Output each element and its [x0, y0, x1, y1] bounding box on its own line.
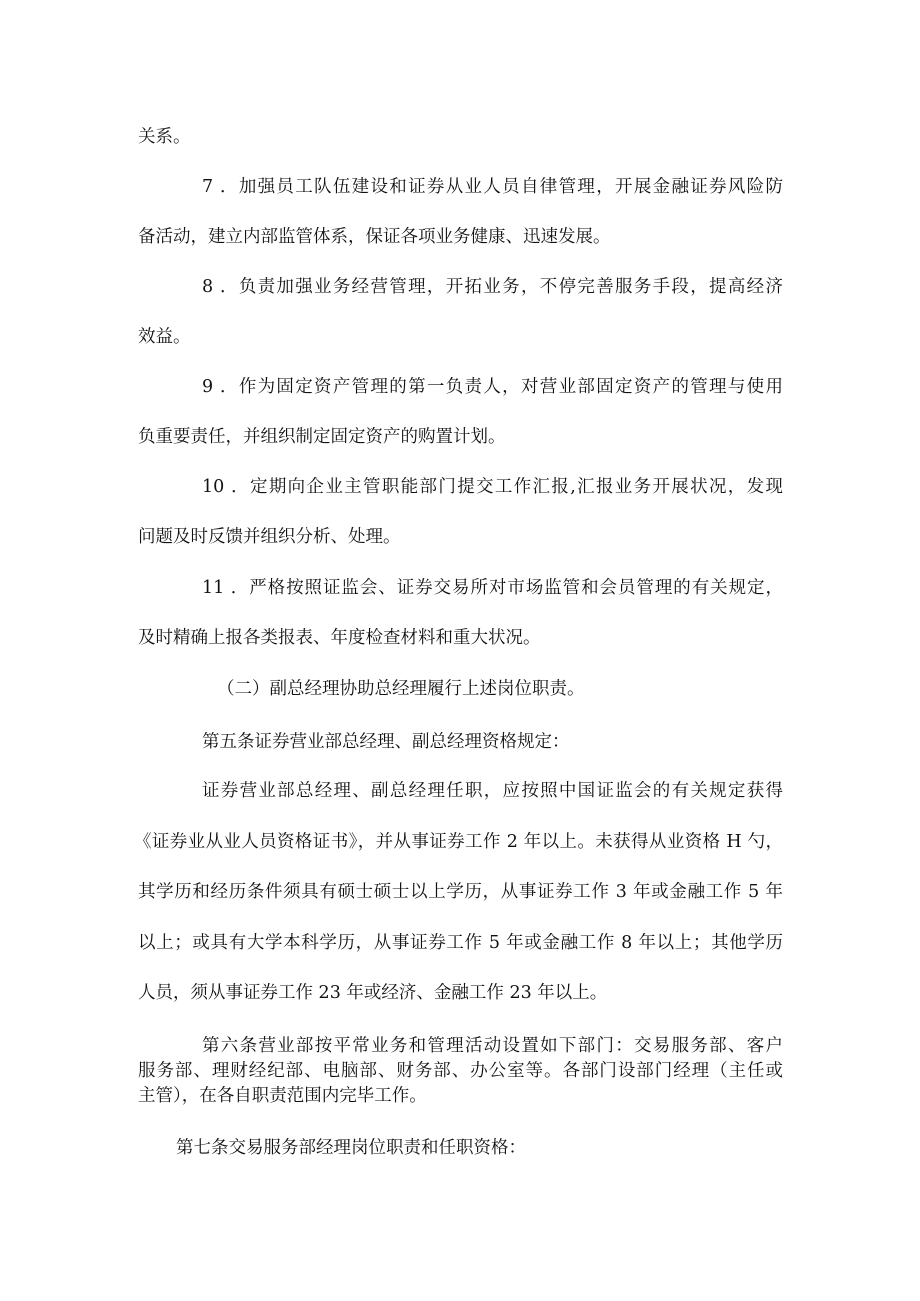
section-heading-5: 第五条证券营业部总经理、副总经理资格规定：	[202, 732, 570, 752]
text-line-8: 10 ．定期向企业主管职能部门提交工作汇报,汇报业务开展状况，发现	[202, 477, 783, 497]
text-line-7: 负重要责任，并组织制定固定资产的购置计划。	[138, 427, 506, 447]
text-line-9: 问题及时反馈并组织分析、处理。	[138, 527, 401, 547]
text-line-5: 效益。	[138, 327, 191, 347]
text-line-15: 《证券业从业人员资格证书》，并从事证券工作 2 年以上。未获得从业资格 H 勺，	[134, 832, 783, 852]
text-line-11: 及时精确上报各类报表、年度检查材料和重大状况。	[138, 628, 541, 648]
text-line-10: 11 ．严格按照证监会、证券交易所对市场监管和会员管理的有关规定，	[202, 578, 783, 598]
section-heading-7: 第七条交易服务部经理岗位职责和任职资格：	[176, 1138, 526, 1158]
text-line-16: 其学历和经历条件须具有硕士硕士以上学历，从事证券工作 3 年或金融工作 5 年	[138, 882, 783, 902]
text-line-17: 以上；或具有大学本科学历，从事证券工作 5 年或金融工作 8 年以上；其他学历	[138, 933, 783, 953]
text-line-18: 人员，须从事证券工作 23 年或经济、金融工作 23 年以上。	[138, 983, 608, 1003]
text-line-14: 证券营业部总经理、副总经理任职，应按照中国证监会的有关规定获得	[202, 781, 783, 801]
text-line-2: 7 ．加强员工队伍建设和证券从业人员自律管理，开展金融证券风险防	[202, 177, 783, 197]
text-line-4: 8 ．负责加强业务经营管理，开拓业务，不停完善服务手段，提高经济	[202, 277, 783, 297]
text-line-21: 主管），在各自职责范围内完毕工作。	[138, 1086, 427, 1106]
text-line-1: 关系。	[138, 127, 191, 147]
text-line-19: 第六条营业部按平常业务和管理活动设置如下部门：交易服务部、客户	[202, 1036, 783, 1056]
text-line-12: （二）副总经理协助总经理履行上述岗位职责。	[217, 679, 585, 699]
text-line-6: 9 ．作为固定资产管理的第一负责人，对营业部固定资产的管理与使用	[202, 377, 783, 397]
text-line-3: 备活动，建立内部监管体系，保证各项业务健康、迅速发展。	[138, 227, 611, 247]
text-line-20: 服务部、理财经纪部、电脑部、财务部、办公室等。各部门设部门经理（主任或	[138, 1061, 783, 1081]
